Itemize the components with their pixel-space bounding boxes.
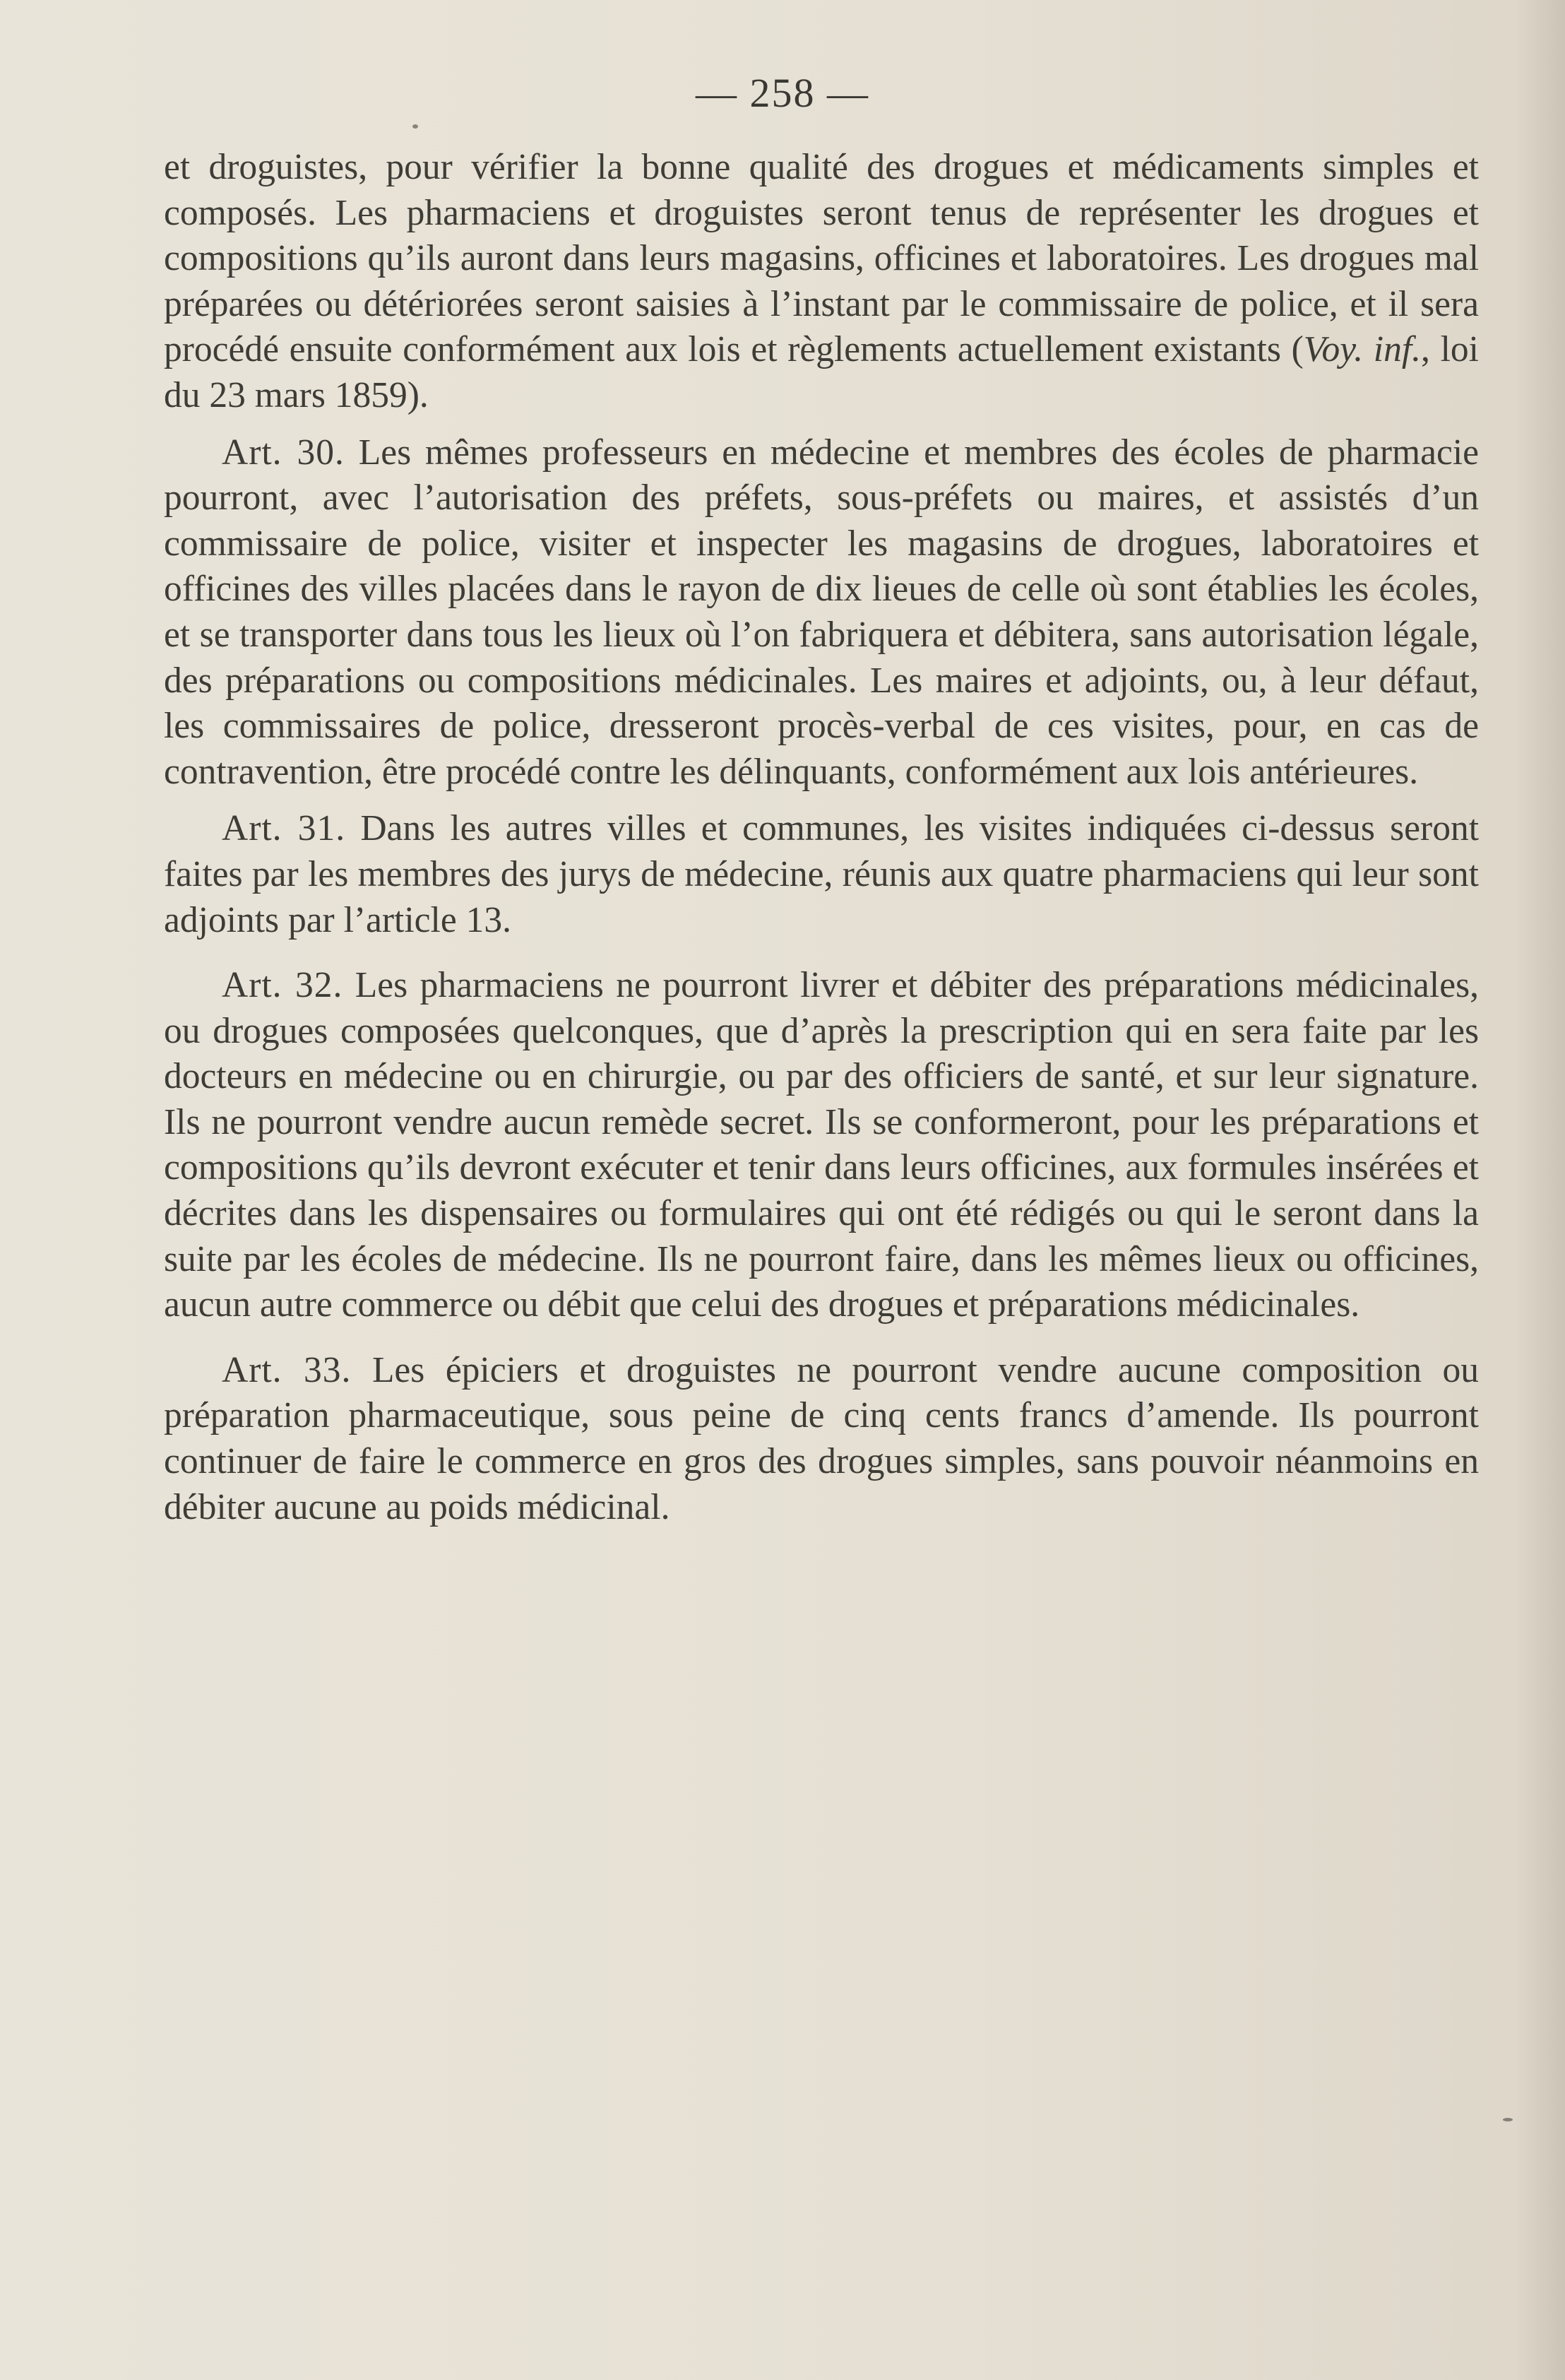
article-33 [164, 1348, 1479, 1530]
article-label: Art. 32. [222, 965, 343, 1006]
paragraph-spacer [164, 419, 1479, 430]
article-31 [164, 806, 1479, 943]
article-30 [164, 430, 1479, 795]
paper-speck [412, 124, 418, 129]
paragraph-text-after: , loi du 23 mars 1859). [164, 329, 1479, 415]
page-body [164, 145, 1479, 1530]
paragraph-spacer [164, 943, 1479, 963]
paragraph-italic-reference: Voy. inf. [1303, 329, 1422, 370]
article-text: Les mêmes professeurs en médecine et membres des écoles de pharmacie pourront, avec l’autorisation des préfets, sous-préfets ou maires, et assistés d’un commissaire de police, visiter et inspecter les magasins de drogues, laboratoires et officines des villes placées dans le rayon de dix lieues de celle où sont établies les écoles, et se transporter dans tous les lieux où l’on fabriquera et débitera, sans autorisation légale, des préparations ou compositions médicinales. Les maires et adjoints, ou, à leur défaut, les commissaires de police, dresseront procès-verbal de ces visites, pour, en cas de contravention, être procédé contre les délinquants, conformément aux lois antérieures. [164, 432, 1480, 792]
paragraph-continuation [164, 145, 1479, 419]
page-edge-shadow [1516, 0, 1565, 2380]
page-number: — 258 — [696, 70, 869, 116]
paragraph-spacer [164, 795, 1479, 806]
paper-speck [1503, 2118, 1513, 2121]
article-label: Art. 33. [222, 1349, 352, 1390]
paragraph-spacer [164, 1328, 1479, 1348]
article-label: Art. 30. [222, 432, 345, 473]
article-text: Dans les autres villes et communes, les visites indiquées ci-dessus seront faites par les membres des jurys de médecine, réunis aux quatre pharmaciens qui leur sont adjoints par l’article 13. [164, 808, 1480, 940]
article-label: Art. 31. [222, 808, 346, 849]
article-text: Les épiciers et droguistes ne pourront vendre aucune composition ou préparation pharmaceutique, sous peine de cinq cents francs d’amende. Ils pourront continuer de faire le commerce en gros des drogues simples, sans pouvoir néanmoins en débiter aucune au poids médicinal. [164, 1349, 1480, 1527]
paragraph-text: et droguistes, pour vérifier la bonne qualité des drogues et médicaments simples et composés. Les pharmaciens et droguistes seront tenus de représenter les drogues et compositions qu’ils auront dans leurs magasins, officines et laboratoires. Les drogues mal préparées ou détériorées seront saisies à l’instant par le commissaire de police, et il sera procédé ensuite conformément aux lois et règlements actuellement existants ( [164, 147, 1479, 370]
article-32 [164, 963, 1479, 1328]
article-text: Les pharmaciens ne pourront livrer et débiter des préparations médicinales, ou drogues composées quelconques, que d’après la prescription qui en sera faite par les docteurs en médecine ou en chirurgie, ou par des officiers de santé, et sur leur signature. Ils ne pourront vendre aucun remède secret. Ils se conformeront, pour les préparations et compositions qu’ils devront exécuter et tenir dans leurs officines, aux formules insérées et décrites dans les dispensaires ou formulaires qui ont été rédigés ou qui le seront dans la suite par les écoles de médecine. Ils ne pourront faire, dans les mêmes lieux ou officines, aucun autre commerce ou débit que celui des drogues et préparations médicinales. [164, 965, 1480, 1325]
